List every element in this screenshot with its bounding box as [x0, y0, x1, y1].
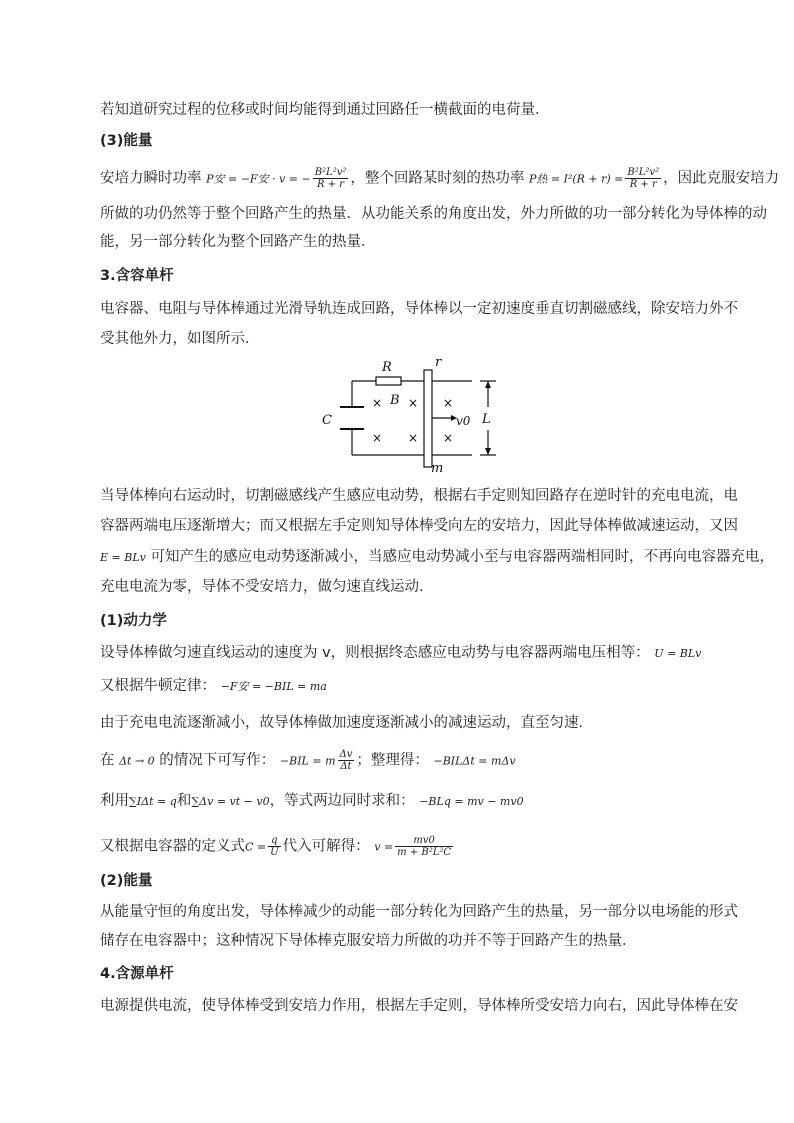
fraction [625, 167, 661, 190]
energy2-line-1: 从能量守恒的角度出发，导体棒减少的动能一部分转化为回路产生的热量，另一部分以电场能的形式 [100, 904, 738, 920]
denominator: U [270, 847, 279, 858]
formula-heat-power: P热 = I²(R + r) = [528, 172, 624, 186]
fraction [395, 835, 453, 858]
text: ，因此克服安培力 [663, 170, 780, 187]
resistor-R [376, 377, 401, 385]
dyn-line-4 [100, 749, 720, 772]
cap-para-2-line-1: 当导体棒向右运动时，切割磁感线产生感应电动势，根据右手定则知回路存在逆时针的充电电流，电 [100, 488, 738, 504]
conductor-rod [424, 370, 432, 467]
text: ，整个回路某时刻的热功率 [350, 170, 525, 187]
text: ；整理得： [356, 752, 429, 769]
formula-charge-sum: ∑IΔt = q [129, 795, 177, 808]
numerator: Δv [339, 749, 353, 760]
dyn-line-2 [100, 677, 720, 696]
heading-energy-2: (2)能量 [100, 873, 153, 889]
dim-arrow-bottom [485, 448, 491, 455]
label-v0: v0 [456, 414, 471, 428]
energy2-line-2: 储存在电容器中；这种情况下导体棒克服安培力所做的功并不等于回路产生的热量． [100, 933, 637, 949]
label-R: R [382, 360, 392, 375]
cap-para-2-line-2: 容器两端电压逐渐增大；而又根据左手定则知导体棒受向左的安培力，因此导体棒做减速运动，又因 [100, 518, 738, 534]
heading-source-rod: 4.含源单杆 [100, 966, 174, 982]
text: 设导体棒做匀速直线运动的速度为 v，则根据终态感应电动势与电容器两端电压相等： [100, 645, 650, 661]
formula-impulse: −BILΔt = mΔv [433, 754, 516, 768]
fraction [268, 835, 280, 858]
circuit-diagram [310, 352, 510, 477]
field-cross: × [372, 396, 383, 410]
formula-velocity-sum: ∑Δv = vt − v0 [191, 795, 270, 808]
dyn-line-1 [100, 644, 720, 663]
cap-para-1-line-1: 电容器、电阻与导体棒通过光滑导轨连成回路，导体棒以一定初速度垂直切割磁感线，除安培力外不 [100, 301, 738, 317]
numerator: B²L²v² [314, 167, 347, 178]
dyn-line-6 [100, 835, 720, 858]
text: 可知产生的感应电动势逐渐减小，当感应电动势减小至与电容器两端相同时，不再向电容器充电， [145, 549, 774, 565]
energy-line-2: 所做的功仍然等于整个回路产生的热量．从功能关系的角度出发，外力所做的功一部分转化为导体棒的动 [100, 206, 767, 222]
cap-para-2-line-3 [100, 548, 774, 567]
heading-capacitor-rod: 3.含容单杆 [100, 268, 174, 284]
heading-energy-3: (3)能量 [100, 133, 153, 149]
label-C: C [322, 413, 332, 428]
numerator: q [268, 835, 280, 847]
formula-dt: Δt → 0 [119, 754, 155, 768]
dim-arrow-top [485, 381, 491, 388]
text: 又根据电容器的定义式 [100, 838, 245, 855]
denominator: Δt [340, 761, 352, 772]
heading-dynamics: (1)动力学 [100, 613, 167, 629]
field-cross: × [443, 431, 454, 445]
formula-ampere-power: P安 = −F安 · v = − [206, 172, 311, 186]
intro-paragraph: 若知道研究过程的位移或时间均能得到通过回路任一横截面的电荷量． [100, 102, 550, 118]
field-cross: × [372, 431, 383, 445]
formula-newton: −F安 = −BIL = ma [220, 680, 327, 693]
fraction [338, 749, 355, 772]
text: 安培力瞬时功率 [100, 170, 202, 187]
label-m: m [431, 461, 444, 476]
denominator: m + B²L²C [397, 847, 452, 858]
dyn-line-5 [100, 792, 720, 811]
formula-capacitance: C = [245, 840, 267, 854]
fraction [313, 167, 349, 190]
text: 的情况下可写作： [159, 752, 276, 769]
text: 利用 [100, 793, 129, 809]
field-cross: × [408, 396, 419, 410]
formula-momentum: −BLq = mv − mv0 [419, 795, 524, 808]
formula-emf: E = BLv [100, 551, 146, 564]
label-r: r [435, 355, 442, 370]
label-L: L [482, 412, 491, 427]
numerator: mv0 [395, 835, 453, 847]
label-B: B [390, 393, 400, 408]
cap-para-1-line-2: 受其他外力，如图所示． [100, 331, 260, 347]
text: 和 [176, 793, 192, 809]
dyn-line-3: 由于充电电流逐渐减小，故导体棒做加速度逐渐减小的减速运动，直至匀速． [100, 715, 593, 731]
field-cross: × [443, 396, 454, 410]
text: ，等式两边同时求和： [269, 793, 415, 809]
denominator: R + r [629, 179, 657, 190]
formula-u: U = BLv [654, 647, 702, 660]
numerator: B²L²v² [627, 167, 660, 178]
formula-final-velocity: v = [374, 840, 394, 854]
energy-line-1 [100, 167, 780, 190]
text: 在 [100, 752, 115, 769]
formula-force: −BIL = m [279, 754, 336, 768]
denominator: R + r [317, 179, 345, 190]
text: 代入可解得： [282, 838, 370, 855]
field-cross: × [408, 431, 419, 445]
text: 又根据牛顿定律： [100, 678, 216, 694]
energy-line-3: 能，另一部分转化为整个回路产生的热量． [100, 234, 376, 250]
cap-para-2-line-4: 充电电流为零，导体不受安培力，做匀速直线运动． [100, 579, 434, 595]
source-line-1: 电源提供电流，使导体棒受到安培力作用，根据左手定则，导体棒所受安培力向右，因此导体棒在安 [100, 998, 738, 1014]
